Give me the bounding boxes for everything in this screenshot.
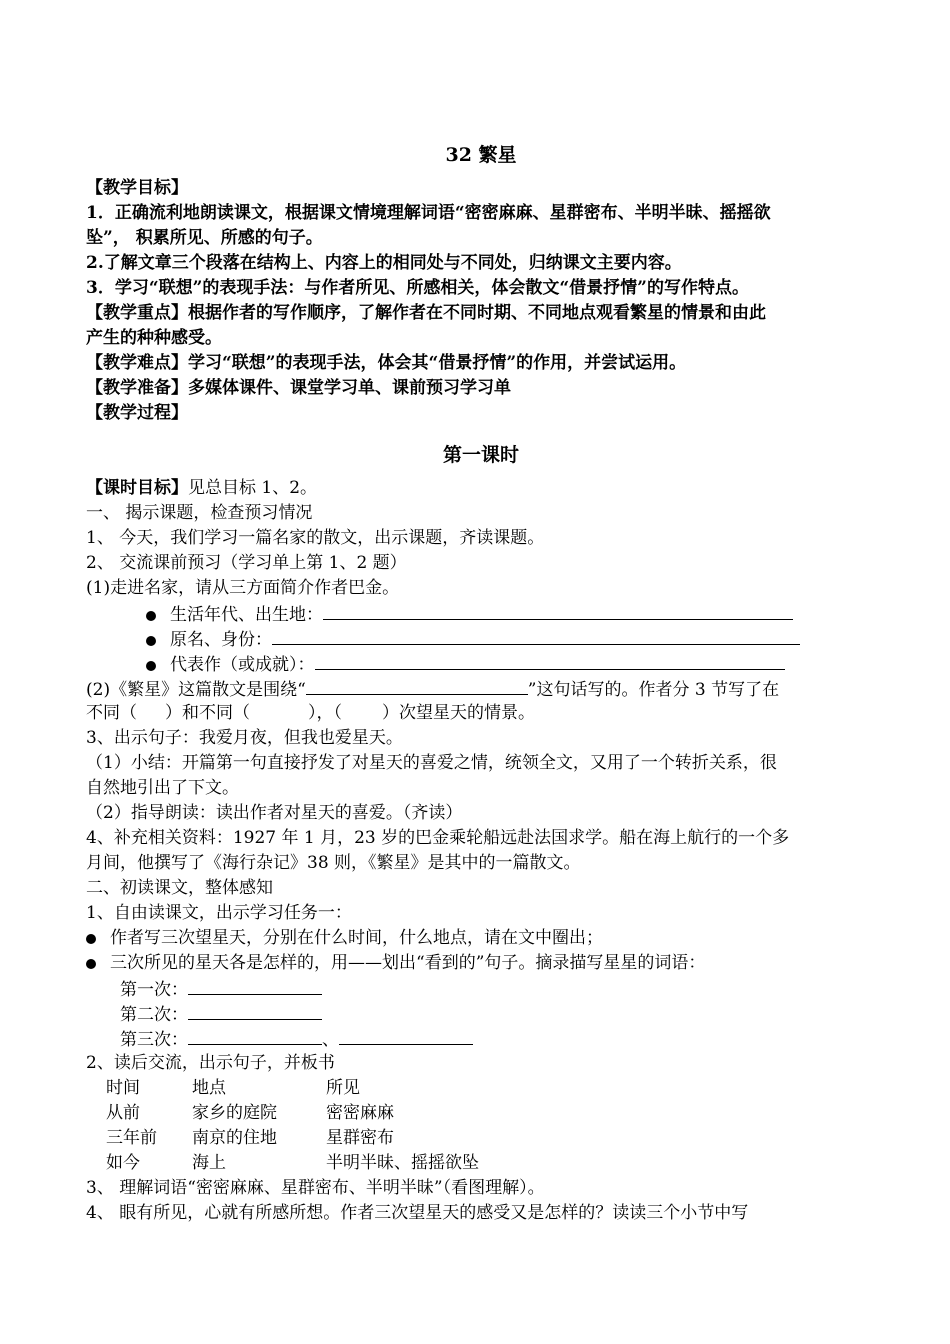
q2-text-before: (2)《繁星》这篇散文是围绕“ xyxy=(86,680,306,700)
bullet-name-label: 原名、身份： xyxy=(170,630,272,650)
key-point-line-2: 产生的种种感受。 xyxy=(86,328,222,348)
section-2-item-3: 3、 理解词语“密密麻麻、星群密布、半明半昧”（看图理解）。 xyxy=(86,1178,545,1198)
q2-text-after: ”这句话写的。作者分 3 节写了在 xyxy=(527,680,780,700)
goal-1-line-1: 1．正确流利地朗读课文，根据课文情境理解词语“密密麻麻、星群密布、半明半昧、摇摇欲 xyxy=(86,203,771,223)
q2-part-1: 不同（ xyxy=(86,703,137,723)
bullet-works xyxy=(146,651,785,677)
preparation-text: 多媒体课件、课堂学习单、课前预习学习单 xyxy=(188,378,511,398)
answer-blank[interactable] xyxy=(188,1001,322,1020)
summary-line-1: （1）小结：开篇第一句直接抒发了对星天的喜爱之情，统领全文，又用了一个转折关系，很 xyxy=(86,753,777,773)
bullet-era xyxy=(146,601,793,627)
answer-blank[interactable] xyxy=(188,1026,322,1045)
preparation-line xyxy=(86,376,511,400)
section-1-item-2: 2、 交流课前预习（学习单上第 1、2 题） xyxy=(86,553,407,573)
bullet-era-label: 生活年代、出生地： xyxy=(170,605,323,625)
q2-part-3: ），（ xyxy=(308,703,342,723)
table-cell: 南京的住地 xyxy=(192,1128,277,1148)
second-time-line xyxy=(120,1001,322,1027)
difficulty-line xyxy=(86,351,686,375)
first-time-label: 第一次： xyxy=(120,980,188,1000)
answer-blank[interactable] xyxy=(272,626,800,645)
task-bullet-1 xyxy=(86,926,603,950)
summary-line-2: 自然地引出了下文。 xyxy=(86,778,239,798)
key-point-text: 根据作者的写作顺序，了解作者在不同时期、不同地点观看繁星的情景和由此 xyxy=(188,303,766,323)
answer-blank[interactable] xyxy=(315,651,785,670)
answer-blank[interactable] xyxy=(306,676,528,695)
key-point-line-1 xyxy=(86,301,766,325)
first-time-line xyxy=(120,976,322,1002)
table-cell: 半明半昧、摇摇欲坠 xyxy=(326,1153,479,1173)
section-2-item-2: 2、读后交流，出示句子，并板书 xyxy=(86,1053,335,1073)
goal-1-line-2: 坠”， 积累所见、所感的句子。 xyxy=(86,228,323,248)
difficulty-text: 学习“联想”的表现手法，体会其“借景抒情”的作用，并尝试运用。 xyxy=(188,353,687,373)
task-1-text: 作者写三次望星天，分别在什么时间，什么地点，请在文中圈出； xyxy=(110,928,603,948)
lesson-goal-line xyxy=(86,476,317,500)
reading-guide: （2）指导朗读：读出作者对星天的喜爱。（齐读） xyxy=(86,803,463,823)
goal-3: 3．学习“联想”的表现手法：与作者所见、所感相关，体会散文“借景抒情”的写作特点。 xyxy=(86,278,749,298)
difficulty-label: 【教学难点】 xyxy=(86,353,188,373)
preview-question-2 xyxy=(86,676,779,702)
lesson-goal-label: 【课时目标】 xyxy=(86,478,188,498)
answer-blank[interactable] xyxy=(188,976,322,995)
q2-part-4: ）次望星天的情景。 xyxy=(382,703,535,723)
bullet-name xyxy=(146,626,800,652)
task-bullet-2 xyxy=(86,951,705,975)
bullet-dot-icon xyxy=(86,934,96,944)
bullet-dot-icon xyxy=(146,661,156,671)
section-1-heading: 一、 揭示课题，检查预习情况 xyxy=(86,503,313,523)
answer-blank[interactable] xyxy=(339,1026,473,1045)
preview-question-2-cont xyxy=(86,701,535,725)
preview-question-1: (1)走进名家，请从三方面简介作者巴金。 xyxy=(86,578,400,598)
section-2-heading: 二、初读课文，整体感知 xyxy=(86,878,273,898)
third-time-line xyxy=(120,1026,473,1052)
section-2-item-1: 1、自由读课文，出示学习任务一： xyxy=(86,903,352,923)
table-header: 所见 xyxy=(326,1078,360,1098)
third-time-label: 第三次： xyxy=(120,1030,188,1050)
key-point-label: 【教学重点】 xyxy=(86,303,188,323)
answer-blank[interactable] xyxy=(323,601,793,620)
bullet-dot-icon xyxy=(146,611,156,621)
lesson-goal-text: 见总目标 1、2。 xyxy=(188,478,318,498)
table-cell: 如今 xyxy=(106,1153,140,1173)
preparation-label: 【教学准备】 xyxy=(86,378,188,398)
table-cell: 从前 xyxy=(106,1103,140,1123)
table-cell: 密密麻麻 xyxy=(326,1103,394,1123)
bullet-works-label: 代表作（或成就）： xyxy=(170,655,315,675)
section-2-item-4: 4、 眼有所见，心就有所感所想。作者三次望星天的感受又是怎样的？读读三个小节中写 xyxy=(86,1203,749,1223)
separator: 、 xyxy=(322,1030,339,1050)
section-1-item-1: 1、 今天，我们学习一篇名家的散文，出示课题，齐读课题。 xyxy=(86,528,545,548)
task-2-text: 三次所见的星天各是怎样的，用——划出“看到的”句子。摘录描写星星的词语： xyxy=(110,953,706,973)
goal-2: 2.了解文章三个段落在结构上、内容上的相同处与不同处，归纳课文主要内容。 xyxy=(86,253,682,273)
bullet-dot-icon xyxy=(146,636,156,646)
table-cell: 星群密布 xyxy=(326,1128,394,1148)
table-cell: 家乡的庭院 xyxy=(192,1103,277,1123)
bullet-dot-icon xyxy=(86,959,96,969)
section-heading-goal: 【教学目标】 xyxy=(86,178,188,198)
process-heading: 【教学过程】 xyxy=(86,403,188,423)
table-cell: 三年前 xyxy=(106,1128,157,1148)
lesson-title: 第一课时 xyxy=(442,444,519,466)
section-1-item-3: 3、出示句子：我爱月夜，但我也爱星天。 xyxy=(86,728,403,748)
table-header: 地点 xyxy=(192,1078,226,1098)
background-info-line-1: 4、补充相关资料：1927 年 1 月，23 岁的巴金乘轮船远赴法国求学。船在海上航行的一个多 xyxy=(86,828,790,848)
q2-part-2: ）和不同（ xyxy=(165,703,250,723)
second-time-label: 第二次： xyxy=(120,1005,188,1025)
table-cell: 海上 xyxy=(192,1153,226,1173)
table-header: 时间 xyxy=(106,1078,140,1098)
page-title: 32 繁星 xyxy=(445,144,517,166)
background-info-line-2: 月间，他撰写了《海行杂记》38 则，《繁星》是其中的一篇散文。 xyxy=(86,853,581,873)
